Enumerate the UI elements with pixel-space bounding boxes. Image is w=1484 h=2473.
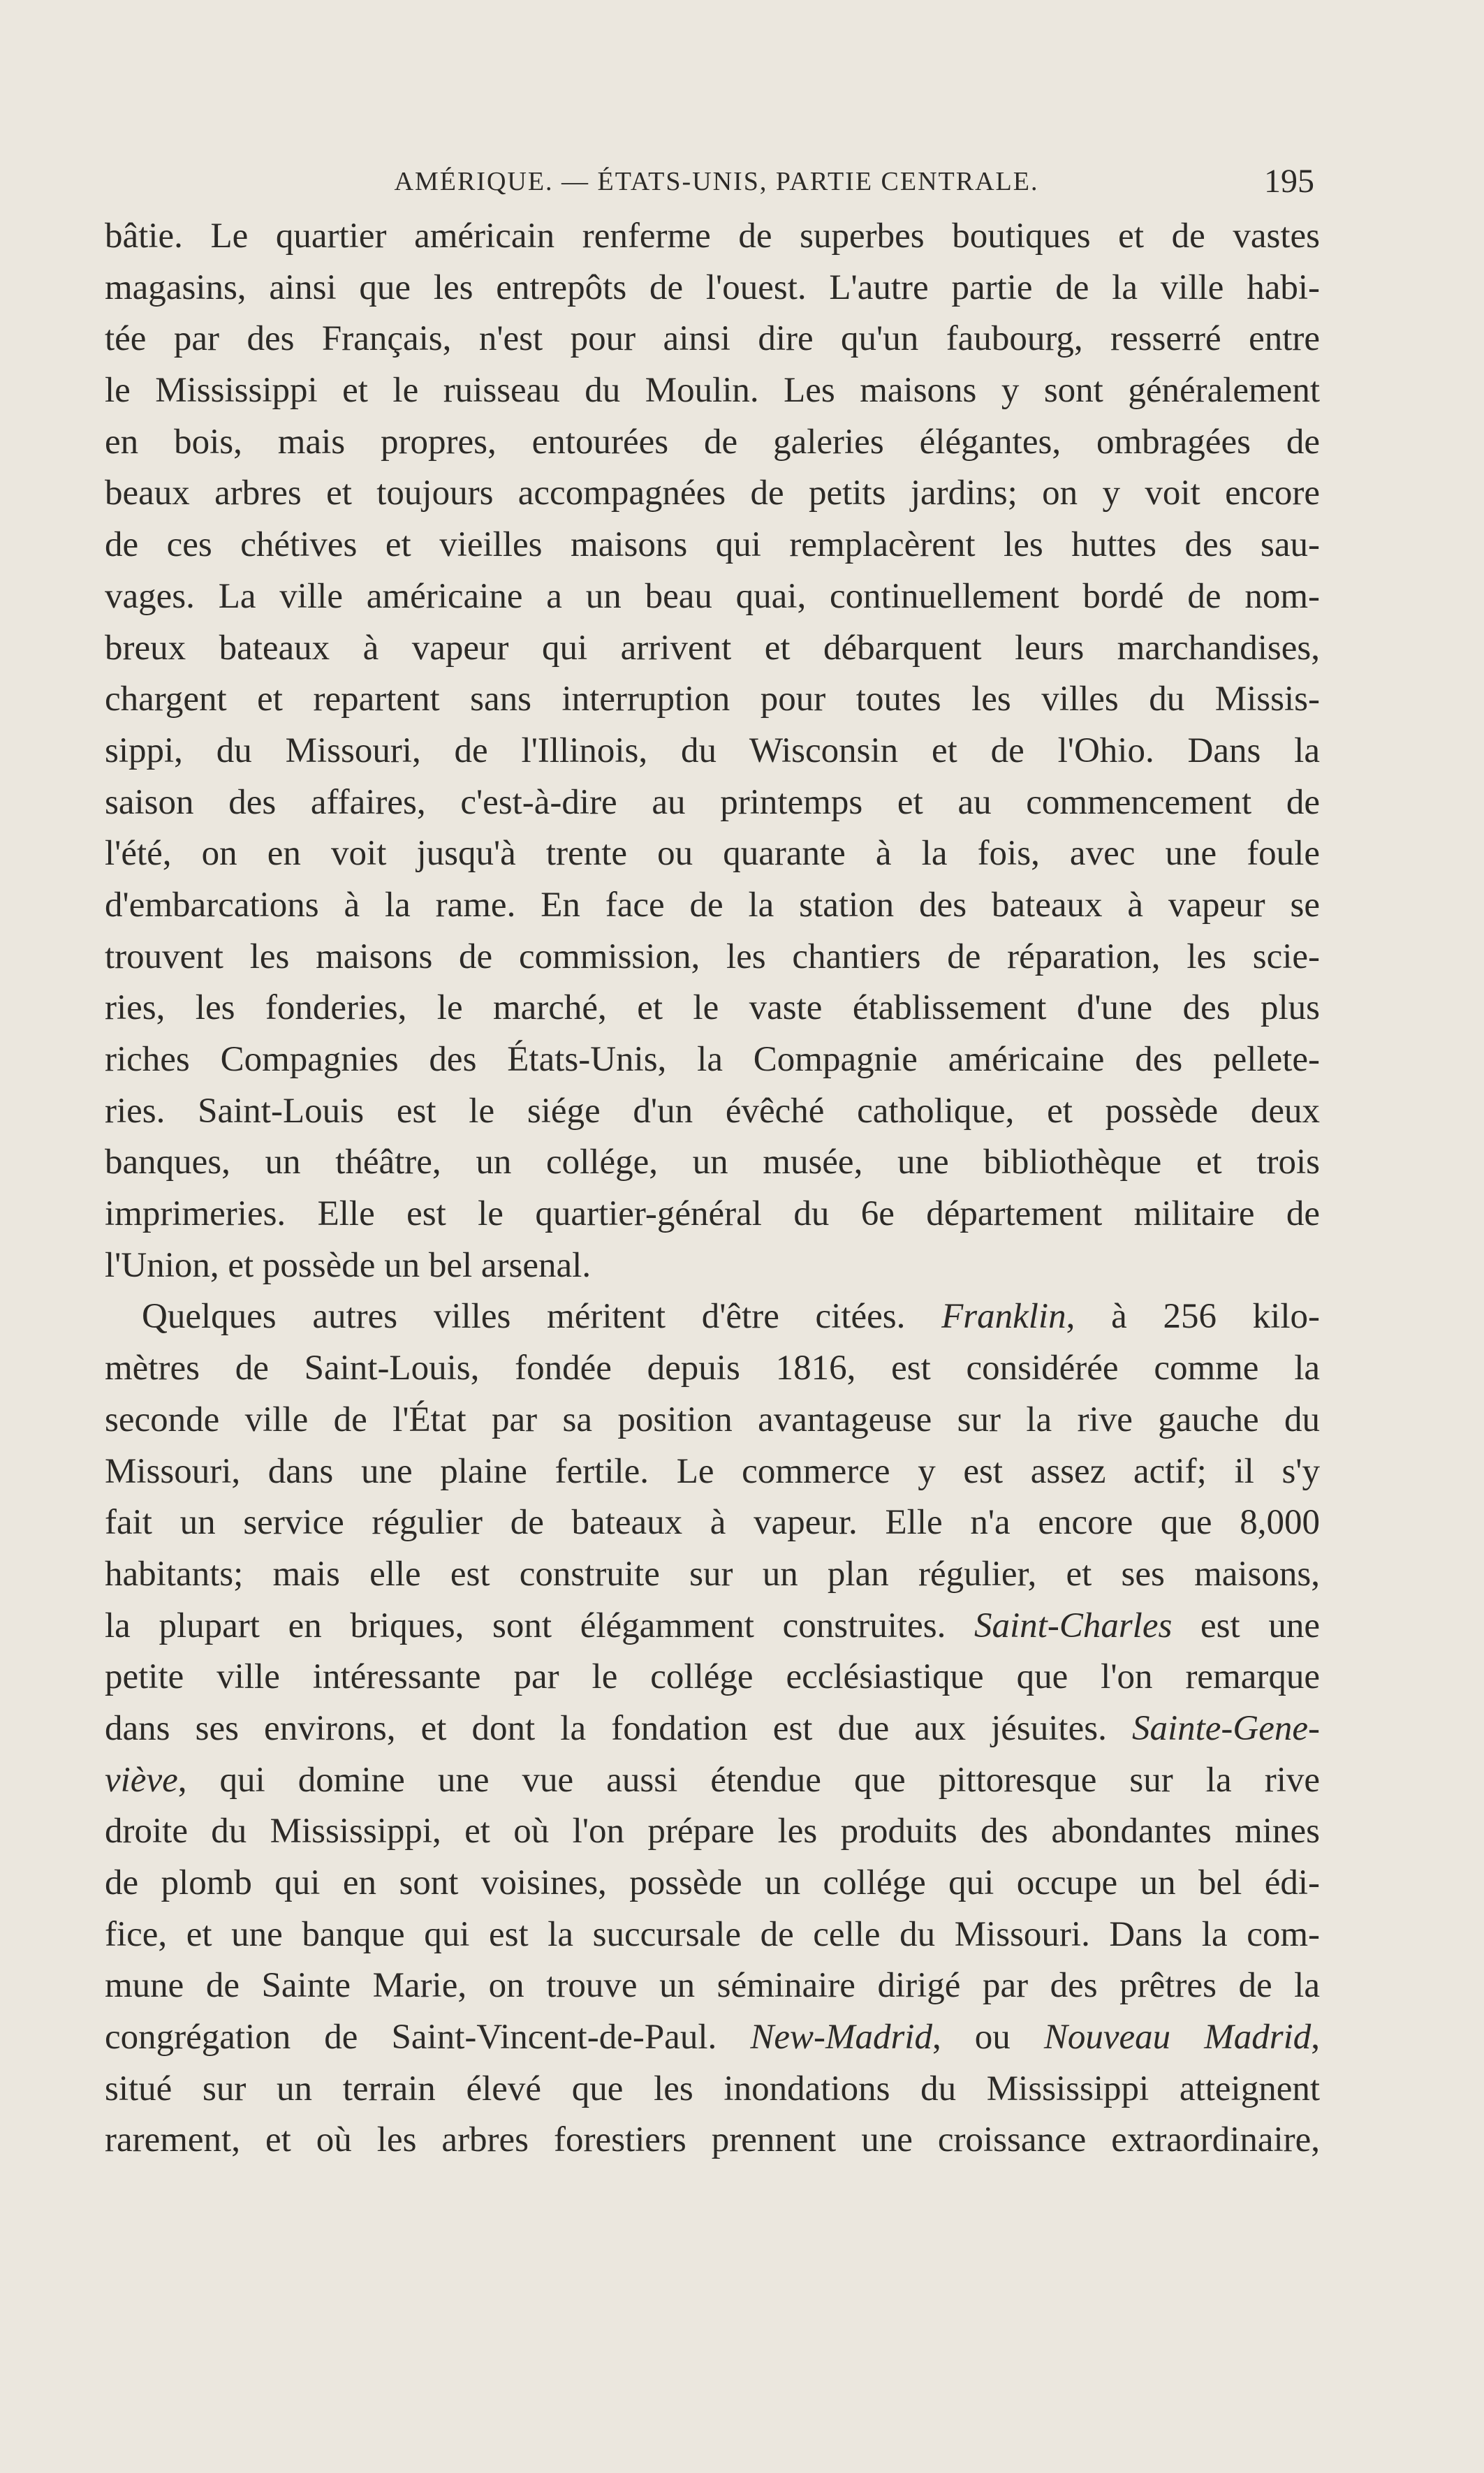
text-line: dans ses environs, et dont la fondation est due aux jésuites. Sainte-Gene- <box>105 1708 1320 1748</box>
running-head <box>0 161 1484 203</box>
text-line: en bois, mais propres, entourées de galeries élégantes, ombragées de <box>105 422 1320 462</box>
text-line: riches Compagnies des États-Unis, la Compagnie américaine des pellete- <box>105 1040 1320 1079</box>
text-line: mètres de Saint-Louis, fondée depuis 1816, est considérée comme la <box>105 1349 1320 1388</box>
place-name: Nouveau Madrid <box>1043 2018 1312 2057</box>
text-line: le Mississippi et le ruisseau du Moulin. Les maisons y sont généralement <box>105 371 1320 411</box>
text-line: habitants; mais elle est construite sur un plan régulier, et ses maisons, <box>105 1554 1320 1594</box>
text-line: fice, et une banque qui est la succursale de celle du Missouri. Dans la com- <box>105 1914 1320 1954</box>
text-line: l'Union, et possède un bel arsenal. <box>105 1245 592 1285</box>
place-name: viève <box>105 1760 178 1800</box>
text-line: trouvent les maisons de commission, les chantiers de réparation, les scie- <box>105 937 1320 976</box>
text-line: mune de Sainte Marie, on trouve un séminaire dirigé par des prêtres de la <box>105 1966 1320 2006</box>
text-line: magasins, ainsi que les entrepôts de l'ouest. L'autre partie de la ville habi- <box>105 267 1320 307</box>
text-line: Missouri, dans une plaine fertile. Le commerce y est assez actif; il s'y <box>105 1451 1320 1491</box>
text-line: d'embarcations à la rame. En face de la station des bateaux à vapeur se <box>105 885 1320 925</box>
text-line: breux bateaux à vapeur qui arrivent et débarquent leurs marchandises, <box>105 628 1320 668</box>
text-line: saison des affaires, c'est-à-dire au printemps et au commencement de <box>105 782 1320 822</box>
text-line: Quelques autres villes méritent d'être citées. Franklin, à 256 kilo- <box>142 1297 1320 1337</box>
text-line: situé sur un terrain élevé que les inondations du Mississippi atteignent <box>105 2069 1320 2108</box>
text-line: tée par des Français, n'est pour ainsi dire qu'un faubourg, resserré entre <box>105 319 1320 359</box>
place-name: Franklin <box>941 1297 1066 1337</box>
place-name: Saint-Charles <box>974 1606 1173 1645</box>
place-name: New-Madrid <box>750 2018 932 2057</box>
text-line: imprimeries. Elle est le quartier-général du 6e département militaire de <box>105 1194 1320 1234</box>
text-line: ries. Saint-Louis est le siége d'un évêché catholique, et possède deux <box>105 1091 1320 1131</box>
text-line: sippi, du Missouri, de l'Illinois, du Wisconsin et de l'Ohio. Dans la <box>105 731 1320 770</box>
text-line: viève, qui domine une vue aussi étendue que pittoresque sur la rive <box>105 1760 1320 1800</box>
text-line: fait un service régulier de bateaux à vapeur. Elle n'a encore que 8,000 <box>105 1503 1320 1543</box>
body-text <box>105 211 1320 2166</box>
place-name: Sainte-Gene- <box>1131 1708 1320 1748</box>
text-line: vages. La ville américaine a un beau quai, continuellement bordé de nom- <box>105 576 1320 616</box>
running-title: AMÉRIQUE. — ÉTATS-UNIS, PARTIE CENTRALE. <box>394 167 1039 196</box>
text-line: de plomb qui en sont voisines, possède un collége qui occupe un bel édi- <box>105 1863 1320 1902</box>
text-line: bâtie. Le quartier américain renferme de superbes boutiques et de vastes <box>105 217 1320 256</box>
page-number: 195 <box>1264 163 1314 200</box>
text-line: seconde ville de l'État par sa position avantageuse sur la rive gauche du <box>105 1400 1320 1439</box>
text-line: la plupart en briques, sont élégamment construites. Saint-Charles est une <box>105 1606 1320 1645</box>
text-line: chargent et repartent sans interruption pour toutes les villes du Missis- <box>105 680 1320 719</box>
text-line: ries, les fonderies, le marché, et le vaste établissement d'une des plus <box>105 988 1320 1028</box>
text-line: de ces chétives et vieilles maisons qui remplacèrent les huttes des sau- <box>105 525 1320 565</box>
text-line: banques, un théâtre, un collége, un musée, une bibliothèque et trois <box>105 1143 1320 1182</box>
text-line: petite ville intéressante par le collége ecclésiastique que l'on remarque <box>105 1657 1320 1697</box>
text-line: droite du Mississippi, et où l'on prépare les produits des abondantes mines <box>105 1812 1320 1851</box>
text-line: rarement, et où les arbres forestiers prennent une croissance extraordinaire, <box>105 2120 1320 2160</box>
text-line: beaux arbres et toujours accompagnées de petits jardins; on y voit encore <box>105 474 1320 513</box>
text-line: congrégation de Saint-Vincent-de-Paul. New-Madrid, ou Nouveau Madrid, <box>105 2018 1321 2057</box>
text-line: l'été, on en voit jusqu'à trente ou quarante à la fois, avec une foule <box>105 834 1320 874</box>
